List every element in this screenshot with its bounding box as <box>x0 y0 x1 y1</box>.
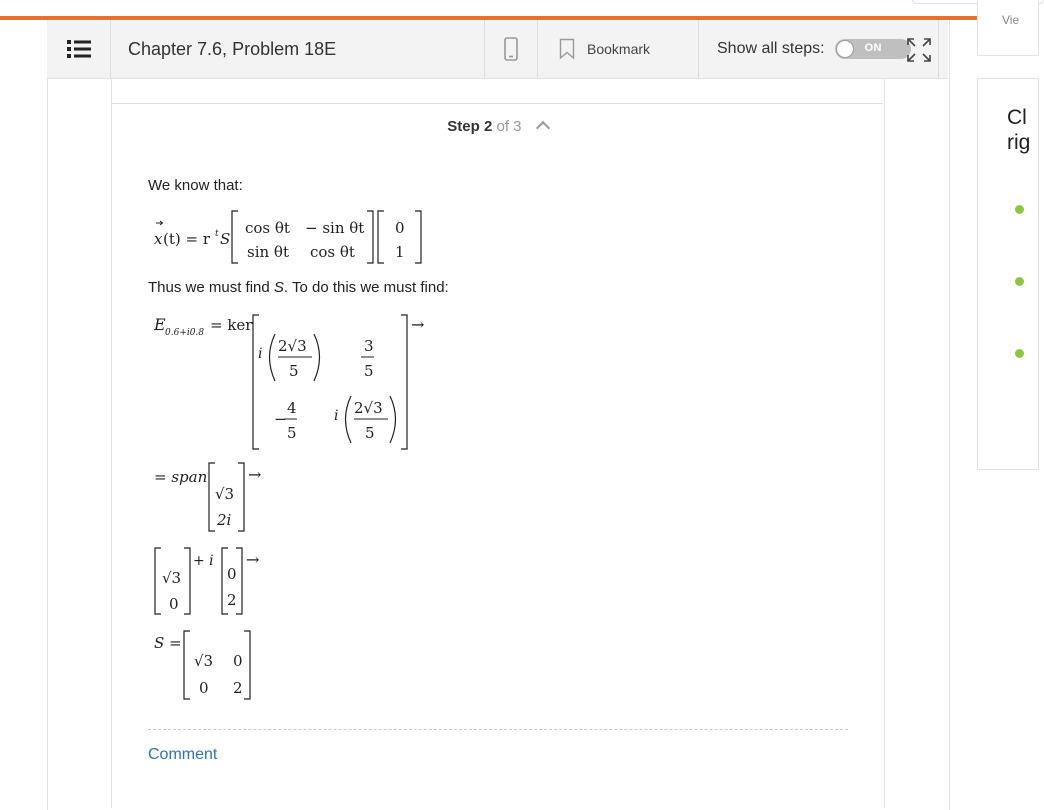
right-rail <box>884 78 885 808</box>
menu-button[interactable] <box>47 20 111 78</box>
equation-S-matrix <box>148 625 348 709</box>
toggle-state-label: ON <box>864 42 882 54</box>
eq1-x: x <box>154 230 163 248</box>
comment-divider <box>148 729 848 730</box>
eq1-sup-t: t <box>215 229 219 239</box>
eq2-r1c2-num: 3 <box>364 337 374 355</box>
eq2-ker: = ker <box>210 316 253 334</box>
eq5-m11: √3 <box>194 652 214 670</box>
show-steps-label: Show all steps: <box>717 40 825 57</box>
eq1-m21: sin θt <box>247 243 289 261</box>
paragraph-intro: We know that: <box>148 177 243 194</box>
toolbar-spacer <box>939 20 948 78</box>
eq2-r1c1-den: 5 <box>289 362 299 380</box>
expand-button[interactable] <box>905 36 933 64</box>
eq1-m11: cos θt <box>245 219 290 237</box>
eq5-m22: 2 <box>233 679 243 697</box>
eq4-arrow: → <box>246 550 260 569</box>
eq1-v2: 1 <box>395 243 405 261</box>
eq2-r1c1-i: i <box>258 346 263 362</box>
eq2-r1c2-den: 5 <box>364 362 374 380</box>
eq1-m12: − sin θt <box>305 219 365 237</box>
paragraph-find-S <box>148 279 449 296</box>
eq1-lhs: (t) = r <box>163 230 211 248</box>
eq2-r2c1-den: 5 <box>287 424 297 442</box>
previous-step-strip <box>112 78 883 104</box>
equation-span <box>148 458 348 542</box>
eq1-S: S <box>220 230 231 248</box>
equation-x-of-t-svg <box>148 208 448 268</box>
text-after-S: . To do this we must find: <box>283 279 449 296</box>
eq2-sub: 0.6+i0.8 <box>165 328 205 338</box>
step-total: of 3 <box>496 118 522 135</box>
expand-icon <box>905 36 933 64</box>
text-S: S <box>273 279 284 296</box>
eq3-bottom: 2i <box>217 511 232 529</box>
eq3-arrow: → <box>248 465 262 484</box>
text-before-S: Thus we must find <box>148 279 274 296</box>
list-menu-icon <box>67 39 91 59</box>
equation-real-imag-svg <box>148 543 348 618</box>
side-heading-line1: Cl <box>1007 106 1027 129</box>
left-rail <box>47 78 112 808</box>
eq4-b2: 2 <box>227 591 237 609</box>
equation-x-of-t <box>148 208 448 272</box>
eq4-b1: 0 <box>227 565 237 583</box>
eq2-r2c1-minus: − <box>274 410 287 428</box>
eq2-r2c2-den: 5 <box>365 424 375 442</box>
bookmark-icon <box>559 38 575 60</box>
eq2-r1c1-num: 2√3 <box>278 337 307 355</box>
eq2-arrow: → <box>411 315 425 334</box>
eq5-m12: 0 <box>233 652 243 670</box>
toggle-knob <box>836 40 854 58</box>
eq4-a1: √3 <box>162 569 182 587</box>
eq2-E: E <box>154 315 166 334</box>
bullet-dot <box>1015 205 1024 214</box>
equation-span-svg <box>148 458 348 538</box>
step-current: 2 <box>483 118 493 135</box>
side-card-top <box>977 0 1039 56</box>
equation-S-matrix-svg <box>148 625 348 705</box>
show-steps-toggle[interactable] <box>835 39 911 59</box>
mobile-phone-icon <box>504 37 518 61</box>
mobile-view-button[interactable] <box>485 20 538 78</box>
side-heading-line2: rig <box>1007 131 1031 154</box>
problem-title: Chapter 7.6, Problem 18E <box>110 20 485 78</box>
eq1-m22: cos θt <box>310 243 355 261</box>
side-heading <box>1007 105 1030 155</box>
bullet-dot <box>1015 277 1024 286</box>
show-all-steps <box>699 20 939 78</box>
eq3-top: √3 <box>215 485 235 503</box>
toolbar <box>47 20 948 79</box>
step-word: Step <box>447 118 480 135</box>
equation-real-imag <box>148 543 348 622</box>
equation-kernel <box>148 310 448 459</box>
eq2-r2c1-num: 4 <box>287 399 297 417</box>
side-panel-card <box>977 78 1039 470</box>
chevron-up-icon[interactable] <box>536 121 550 135</box>
side-top-text: Vie <box>1002 13 1020 27</box>
bookmark-label: Bookmark <box>587 41 651 57</box>
eq4-a2: 0 <box>169 595 179 613</box>
eq1-v1: 0 <box>395 219 405 237</box>
comment-link[interactable]: Comment <box>148 746 218 763</box>
step-indicator[interactable] <box>112 118 883 135</box>
bookmark-button[interactable] <box>537 20 699 78</box>
eq3-span: = span <box>154 468 208 486</box>
equation-kernel-svg <box>148 310 448 455</box>
bullet-dot <box>1015 349 1024 358</box>
eq4-plus-i: + i <box>193 553 214 569</box>
eq5-m21: 0 <box>199 679 209 697</box>
eq2-r2c2-num: 2√3 <box>354 399 383 417</box>
eq5-S-equals: S = <box>154 634 182 652</box>
eq2-r2c2-i: i <box>334 408 339 424</box>
